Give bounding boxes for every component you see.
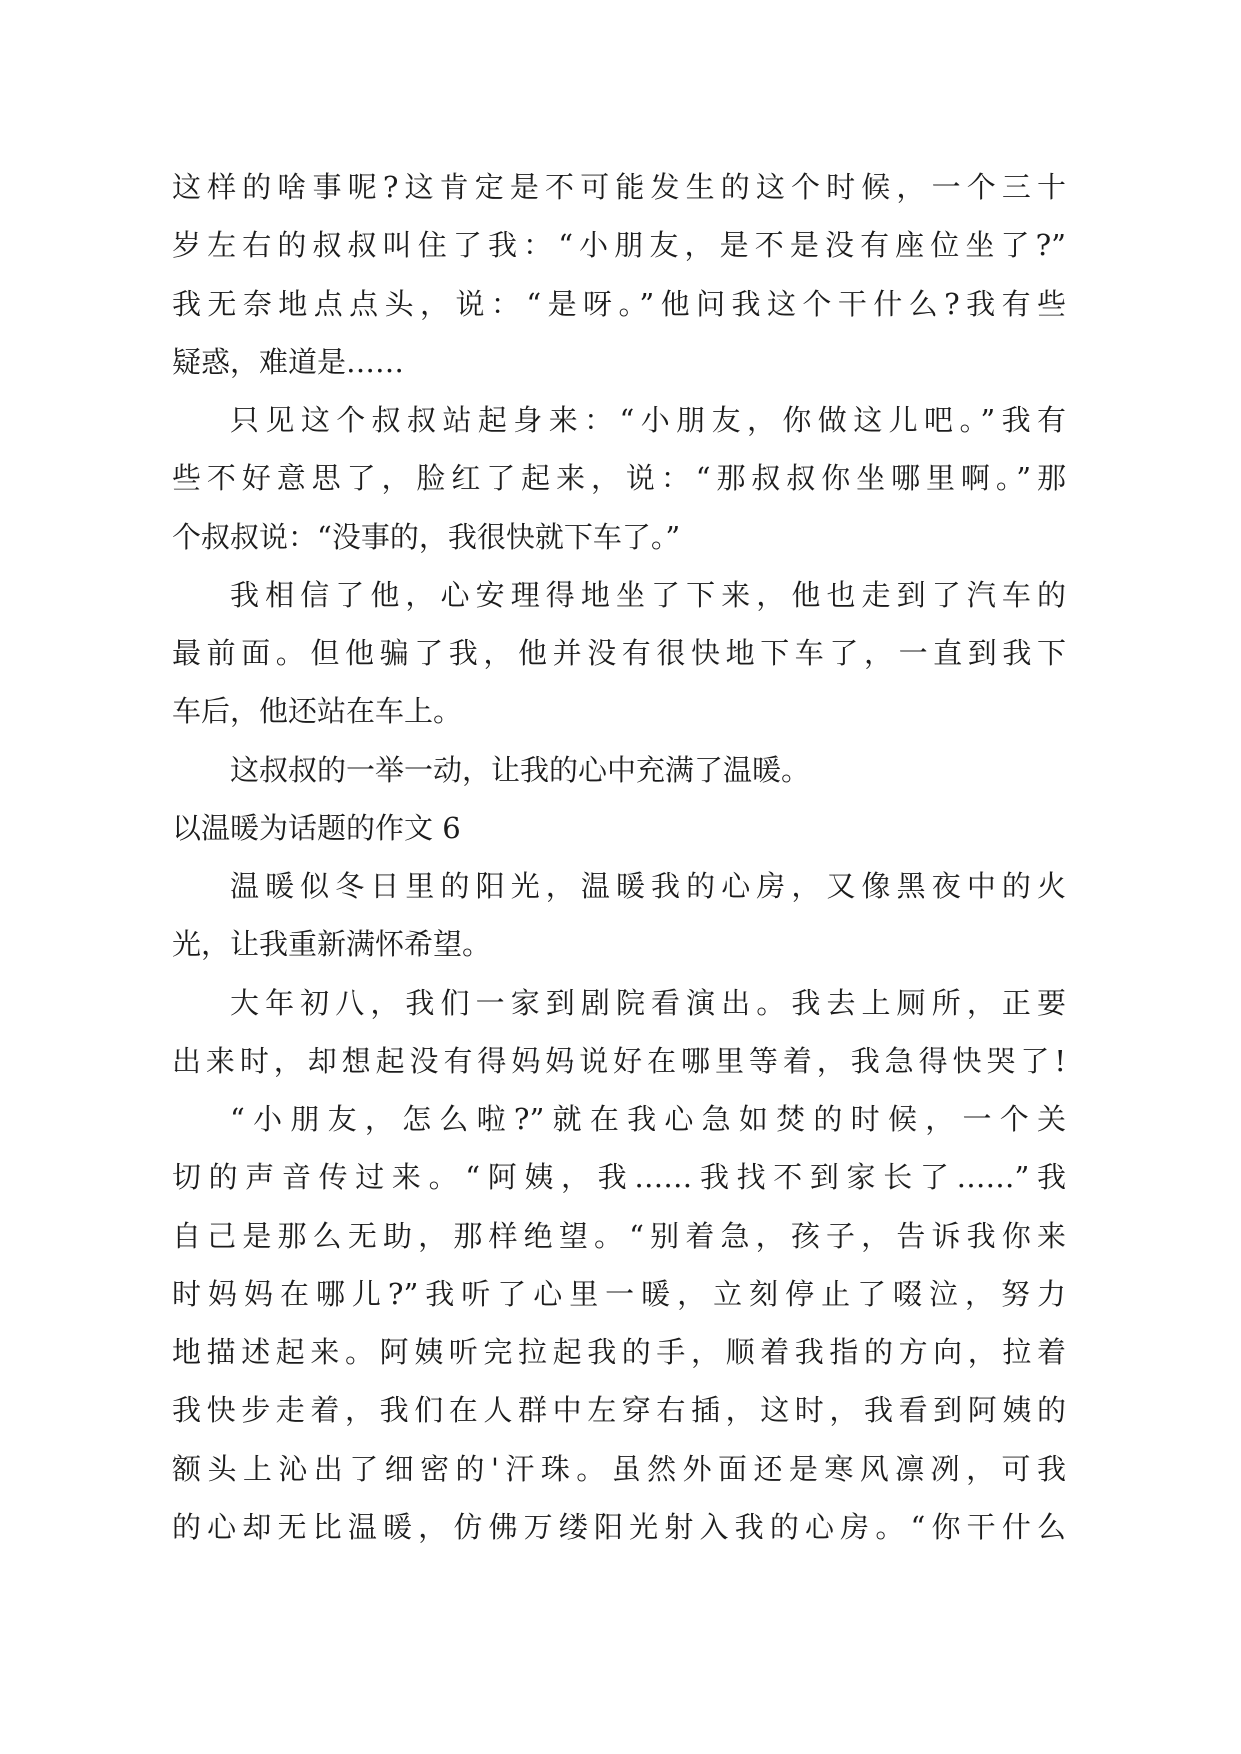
paragraph-line: 出来时，却想起没有得妈妈说好在哪里等着，我急得快哭了! [172, 1043, 1066, 1078]
paragraph-line: 我相信了他，心安理得地坐了下来，他也走到了汽车的 [230, 577, 1066, 612]
paragraph-line: 额头上沁出了细密的'汗珠。虽然外面还是寒风凛冽，可我 [172, 1451, 1066, 1486]
paragraph [172, 158, 1066, 391]
paragraph-line: 这叔叔的一举一动，让我的心中充满了温暖。 [230, 752, 811, 787]
paragraph [172, 974, 1066, 1091]
paragraph-line: 地描述起来。阿姨听完拉起我的手，顺着我指的方向，拉着 [172, 1335, 1066, 1369]
paragraph-line: 我无奈地点点头，说：“是呀。”他问我这个干什么?我有些 [172, 286, 1066, 321]
paragraph-line: 切的声音传过来。“阿姨，我……我找不到家长了……”我 [172, 1160, 1066, 1195]
paragraph [172, 1090, 1066, 1556]
paragraph-line: 这样的啥事呢?这肯定是不可能发生的这个时候，一个三十 [172, 170, 1066, 204]
paragraph-line: 大年初八，我们一家到剧院看演出。我去上厕所，正要 [230, 985, 1066, 1020]
paragraph-line: 的心却无比温暖，仿佛万缕阳光射入我的心房。“你干什么 [172, 1509, 1066, 1544]
paragraph-line: 疑惑，难道是…… [172, 344, 405, 379]
paragraph-line: 时妈妈在哪儿?”我听了心里一暖，立刻停止了啜泣，努力 [172, 1276, 1066, 1311]
paragraph [172, 741, 1066, 799]
paragraph-line: 我快步走着，我们在人群中左穿右插，这时，我看到阿姨的 [172, 1393, 1066, 1428]
paragraph-line: 温暖似冬日里的阳光，温暖我的心房，又像黑夜中的火 [230, 869, 1066, 903]
paragraph-line: “小朋友，怎么啦?”就在我心急如焚的时候，一个关 [230, 1102, 1066, 1136]
paragraph [172, 857, 1066, 974]
paragraph-line: 个叔叔说：“没事的，我很快就下车了。” [172, 519, 681, 554]
paragraph [172, 566, 1066, 741]
paragraph [172, 391, 1066, 566]
paragraph-line: 些不好意思了，脸红了起来，说：“那叔叔你坐哪里啊。”那 [172, 461, 1066, 496]
paragraph-line: 岁左右的叔叔叫住了我：“小朋友，是不是没有座位坐了?” [172, 228, 1066, 263]
paragraph-line: 光，让我重新满怀希望。 [172, 927, 492, 962]
section-heading: 以温暖为话题的作文 6 [172, 810, 461, 845]
paragraph-line: 车后，他还站在车上。 [172, 694, 463, 729]
paragraph-line: 最前面。但他骗了我，他并没有很快地下车了，一直到我下 [172, 636, 1066, 670]
paragraph-line: 自己是那么无助，那样绝望。“别着急，孩子，告诉我你来 [172, 1218, 1066, 1253]
paragraph-line: 只见这个叔叔站起身来：“小朋友，你做这儿吧。”我有 [230, 403, 1066, 437]
document-page [172, 158, 1066, 1556]
